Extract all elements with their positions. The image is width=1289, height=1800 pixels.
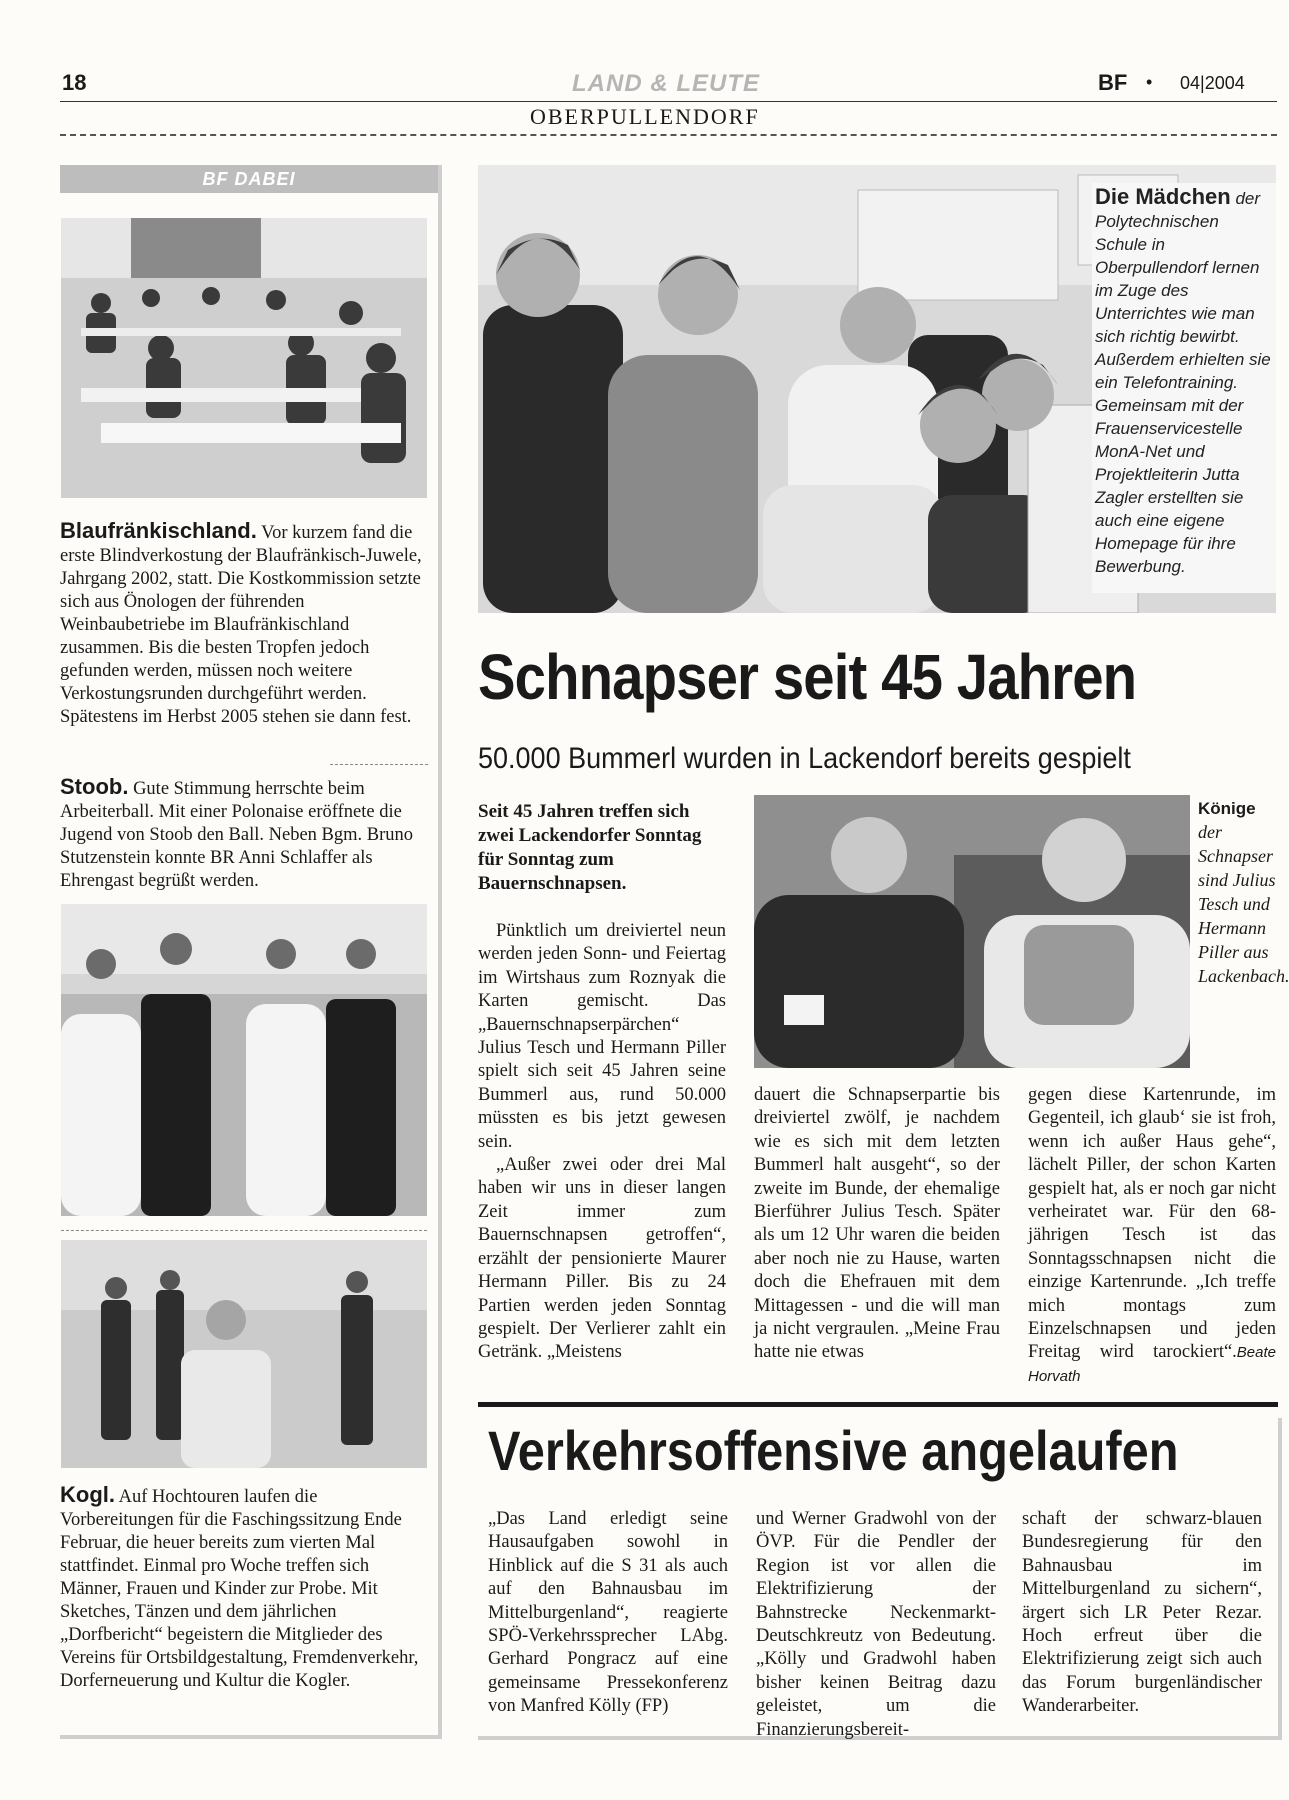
photo-card-players [754,795,1190,1068]
sidebar-item-place: Kogl. [60,1482,115,1507]
article2-column-2 [756,1508,996,1742]
photo-ball-polonaise [61,904,427,1216]
article1-photo-caption [1198,796,1289,988]
article1-column-2 [754,1084,1000,1365]
publication-name: BF [1098,70,1128,95]
sidebar-item-stoob [60,774,430,893]
caption-bold-lead: Könige [1198,799,1256,818]
photo-kogl-rehearsal [61,1240,427,1468]
article2-paragraph: „Das Land erledigt seine Hausaufgaben sowohl in Hinblick auf die S 31 als auch auf den Bahnausbau im Mittelburgenland“, reagierte SPÖ-Verkehrssprecher LAbg. Gerhard Pongracz auf eine gemeinsame Pressekonferenz von Manfred Kölly (FP) [488,1509,728,1717]
article1-column-1 [478,920,726,1365]
sidebar-item-text: Vor kurzem fand die erste Blindverkostung der Blaufränkisch-Juwele, Jahrgang 2002, statt. Die Kostkommission setzte sich aus Önologen der führenden Weinbaubetriebe im Blaufränkischland zusammen. Bis die besten Tropfen jedoch gefunden werden, müssen noch weitere Verkostungsrunden durchgeführt werden. Spätestens im Herbst 2005 stehen sie dann fest. [60,523,422,727]
issue-date: 04|2004 [1180,73,1245,93]
sidebar-item-kogl [60,1482,430,1693]
article2-paragraph: und Werner Gradwohl von der ÖVP. Für die Pendler der Region ist vor allen die Elektrifizierung der Bahnstrecke Neckenmarkt-Deutschkreutz von Bedeutung. „Kölly und Gradwohl haben bisher keinen Beitrag dazu geleistet, um die Finanzierungsbereit- [756,1509,996,1740]
header-rule [60,101,1277,102]
section-title: LAND & LEUTE [572,70,760,97]
top-photo-caption [1095,184,1275,578]
caption-bold-lead: Die Mädchen [1095,184,1231,209]
caption-text: der Schnapser sind Julius Tesch und Hermann Piller aus Lackenbach. [1198,822,1289,986]
article1-subheadline: 50.000 Bummerl wurden in Lackendorf bereits gespielt [478,742,1131,775]
article2-headline: Verkehrsoffensive angelaufen [488,1419,1179,1482]
article1-headline: Schnapser seit 45 Jahren [478,641,1137,713]
photo-card-players-image [754,795,1190,1068]
sidebar-tab [60,165,438,193]
sidebar-item-place: Stoob. [60,774,129,799]
article1-lead: Seit 45 Jahren treffen sich zwei Lackendorfer Sonntag für Sonntag zum Bauernschnapsen. [478,801,702,894]
photo-wine-tasting-image [61,218,427,498]
photo-ball-polonaise-image [61,904,427,1216]
sidebar-item-text: Auf Hochtouren laufen die Vorbereitungen für die Faschingssitzung Ende Februar, die heuer bereits zum vierten Mal stattfindet. Einmal pro Woche treffen sich Männer, Frauen und Kinder zur Probe. Mit Sketches, Tänzen und dem jährlichen „Dorfbericht“ begeistern die Mitglieder des Vereins für Ortsbildgestaltung, Fremdenverkehr, Dorferneuerung und Kultur die Kogler. [60,1487,419,1691]
article2-column-1 [488,1508,728,1719]
section-divider-bar [478,1402,1278,1407]
sidebar-item-text: Gute Stimmung herrschte beim Arbeiterball. Mit einer Polonaise eröffnete die Jugend von Stoob den Ball. Neben Bgm. Bruno Stutzenstein konnte BR Anni Schlaffer als Ehrengast begrüßt werden. [60,779,414,891]
article2-column-3 [1022,1508,1262,1719]
article1-paragraph: „Außer zwei oder drei Mal haben wir uns in dieser langen Zeit immer zum Bauernschnapsen getroffen“, erzählt der pensionierte Maurer Hermann Piller. Bis zu 24 Partien werden jeden Sonntag gespielt. Der Verlierer zahlt ein Getränk. „Meistens [478,1155,726,1363]
sidebar-divider [330,764,428,765]
article1-paragraph: Pünktlich um dreiviertel neun werden jeden Sonn- und Feiertag im Wirtshaus zum Roznyak die Karten gemischt. Das „Bauernschnapserpärchen“ Julius Tesch und Hermann Piller spielt sich seit 45 Jahren seine Bummerl aus, rund 50.000 müssten es bis jetzt gewesen sein. [478,921,726,1152]
photo-wine-tasting [61,218,427,498]
page-number: 18 [62,70,87,95]
location-title: OBERPULLENDORF [530,104,760,129]
sidebar-item-place: Blaufränkischland. [60,518,257,543]
article1-author: Beate Horvath [1028,1344,1276,1385]
article2-paragraph: schaft der schwarz-blauen Bundesregierung für den Bahnausbau im Mittelburgenland zu sichern“, ärgert sich LR Peter Rezar. Hoch erfreut über die Elektrifizierung zeigt sich auch das Forum burgenländischer Wanderarbeiter. [1022,1509,1262,1717]
sidebar-item-blaufraenkischland [60,518,430,729]
sidebar-tab-label: BF DABEI [202,169,296,189]
sidebar-divider [61,1230,427,1231]
header-dashed-rule [60,134,1277,136]
photo-kogl-rehearsal-image [61,1240,427,1468]
article1-column-3 [1028,1084,1276,1388]
header-separator: • [1146,72,1153,92]
caption-text: der Polytechnischen Schule in Oberpullendorf lernen im Zuge des Unterrichtes wie man sich richtig bewirbt. Außerdem erhielten sie ein Telefontraining. Gemeinsam mit der Frauenservicestelle MonA-Net und Projektleiterin Jutta Zagler erstellten sie auch eine eigene Homepage für ihre Bewerbung. [1095,189,1271,576]
article1-paragraph: dauert die Schnapserpartie bis dreiviertel zwölf, je nachdem wie es sich mit dem letzten Bummerl halt ausgeht“, so der zweite im Bunde, der ehemalige Bierführer Julius Tesch. Später als um 12 Uhr waren die beiden aber noch nie zu Hause, warten doch die Ehefrauen mit dem Mittagessen - und die will man ja nicht vergraulen. „Meine Frau hatte nie etwas [754,1085,1000,1363]
article1-paragraph: gegen diese Kartenrunde, im Gegenteil, ich glaub‘ sie ist froh, wenn ich außer Haus gehe“, lächelt Piller, der schon Karten gespielt hat, als er noch gar nicht verheiratet war. Für den 68-jährigen Tesch ist das Sonntagsschnapsen nicht die einzige Kartenrunde. „Ich treffe mich montags zum Einzelschnapsen und jeden Freitag wird tarockiert“. [1028,1085,1276,1363]
